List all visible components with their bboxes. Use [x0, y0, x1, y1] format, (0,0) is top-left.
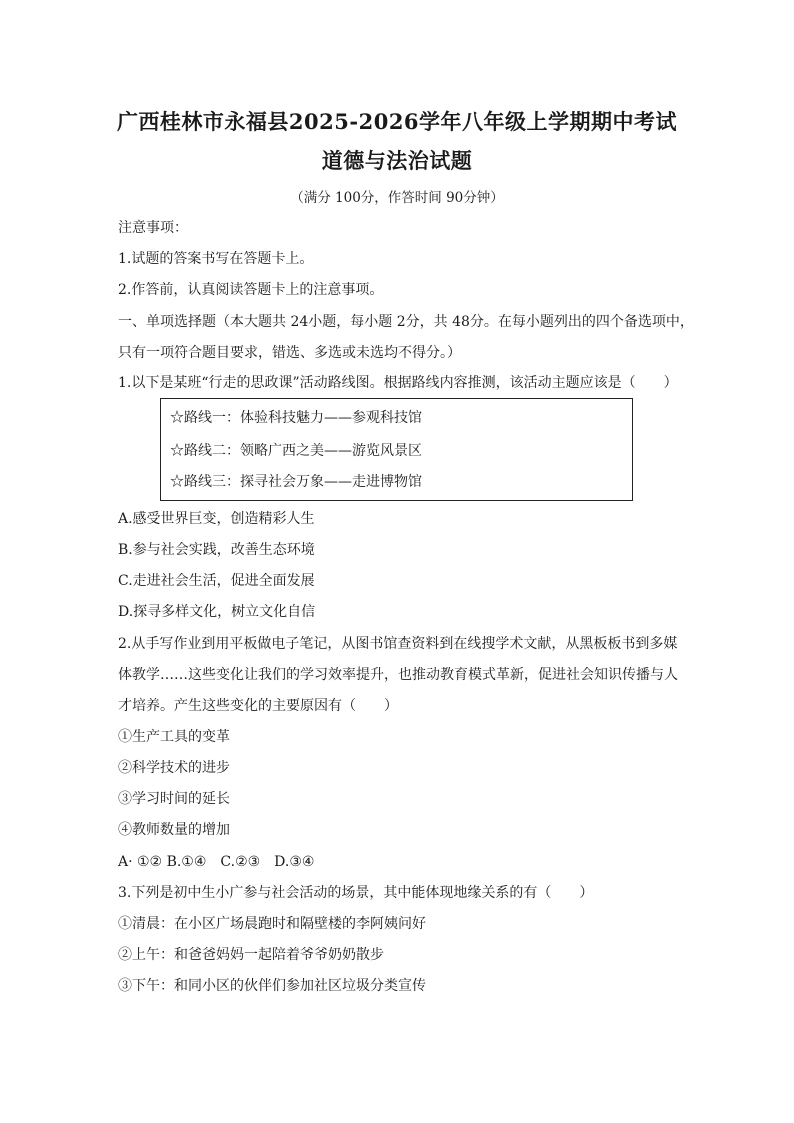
- notes-item: 1.试题的答案书写在答题卡上。: [118, 251, 314, 267]
- section-heading: 一、单项选择题（本大题共 24小题，每小题 2分，共 48分。在每小题列出的四个备选项中，: [118, 314, 694, 330]
- notes-heading: 注意事项：: [118, 220, 188, 236]
- exam-subtitle: （满分 100分，作答时间 90分钟）: [290, 190, 504, 206]
- question-2-item: ④教师数量的增加: [118, 822, 230, 838]
- question-2-stem: 2.从手写作业到用平板做电子笔记，从图书馆查资料到在线搜学术文献，从黑板板书到多媒: [118, 636, 678, 652]
- route-item: ☆路线三：探寻社会万象——走进博物馆: [170, 474, 422, 490]
- question-1-option-c: C.走进社会生活，促进全面发展: [118, 573, 315, 589]
- route-box: [160, 398, 633, 501]
- question-3-item: ①清晨：在小区广场晨跑时和隔壁楼的李阿姨问好: [118, 916, 426, 932]
- question-3-stem: 3.下列是初中生小广参与社会活动的场景，其中能体现地缘关系的有（ ）: [118, 885, 594, 901]
- question-2-item: ②科学技术的进步: [118, 760, 230, 776]
- question-1-option-d: D.探寻多样文化，树立文化自信: [118, 604, 316, 620]
- question-1-option-a: A.感受世界巨变，创造精彩人生: [118, 511, 315, 527]
- question-2-item: ①生产工具的变革: [118, 729, 230, 745]
- question-2-stem: 体教学……这些变化让我们的学习效率提升，也推动教育模式革新，促进社会知识传播与人: [118, 667, 678, 683]
- notes-item: 2.作答前，认真阅读答题卡上的注意事项。: [118, 282, 384, 298]
- exam-subject-title: 道德与法治试题: [321, 148, 473, 173]
- route-item: ☆路线二：领略广西之美——游览风景区: [170, 443, 422, 459]
- route-item: ☆路线一：体验科技魅力——参观科技馆: [170, 410, 422, 426]
- question-3-item: ②上午：和爸爸妈妈一起陪着爷爷奶奶散步: [118, 947, 384, 963]
- question-1-option-b: B.参与社会实践，改善生态环境: [118, 542, 315, 558]
- question-2-stem: 才培养。产生这些变化的主要原因有（ ）: [118, 698, 398, 714]
- section-heading: 只有一项符合题目要求，错选、多选或未选均不得分。）: [118, 345, 461, 361]
- question-1-stem: 1.以下是某班“行走的思政课”活动路线图。根据路线内容推测，该活动主题应该是（ ）: [118, 375, 678, 391]
- question-2-item: ③学习时间的延长: [118, 791, 230, 807]
- exam-title: 广西桂林市永福县2025-2026学年八年级上学期期中考试: [116, 109, 678, 134]
- question-3-item: ③下午：和同小区的伙伴们参加社区垃圾分类宣传: [118, 978, 426, 994]
- question-2-answers: A· ①② B.①④ C.②③ D.③④: [118, 854, 315, 870]
